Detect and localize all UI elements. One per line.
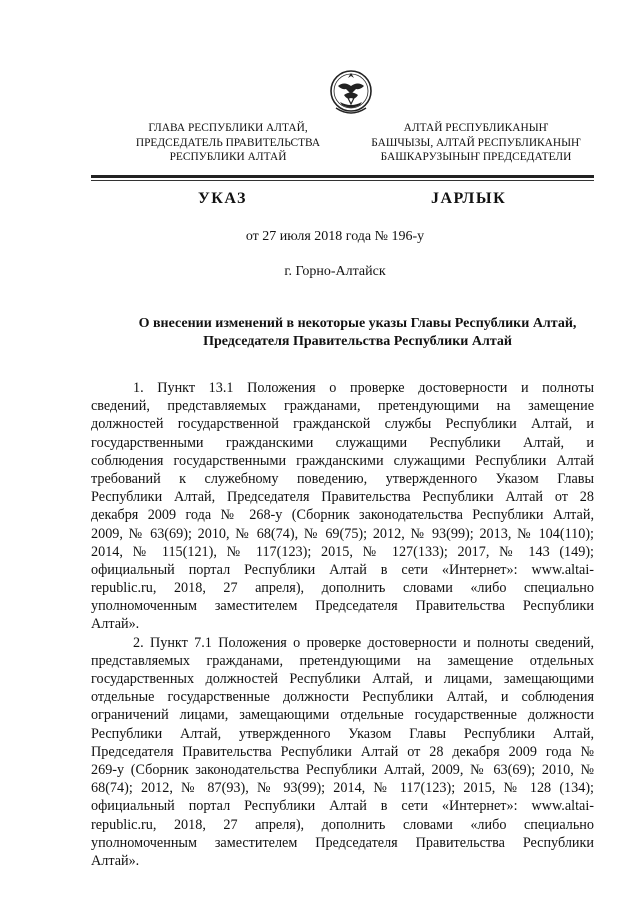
body-line: 2014, № 115(121), № 117(123); 2015, № 127(133); 2017, № 143 (149); — [91, 543, 594, 560]
body-line: соблюдения государственными гражданскими служащими Республики Алтай — [91, 452, 594, 469]
body-line: Республики Алтай, Председателя Правительства Республики Алтай от 28 — [91, 489, 594, 506]
body-line: republic.ru, 2018, 27 апреля), дополнить словами «либо специально — [91, 816, 594, 833]
body-line: Республики Алтай, утвержденного Указом Главы Республики Алтай, — [91, 725, 594, 742]
body-line: государственных должностей Республики Алтай, и лицами, замещающими — [91, 671, 594, 687]
body-line: официальный портал Республики Алтай в сети «Интернет»: www.altai- — [91, 561, 594, 578]
body-line: уполномоченным заместителем Председателя Правительства Республики — [91, 834, 594, 851]
body-line: republic.ru, 2018, 27 апреля), дополнить словами «либо специально — [91, 580, 594, 597]
header-right-line: БАШКАРУЗЫНЫҤ ПРЕДСЕДАТЕЛИ — [380, 151, 572, 163]
subject-line: О внесении изменений в некоторые указы Главы Республики Алтай, — [138, 316, 577, 331]
header-left-line: РЕСПУБЛИКИ АЛТАЙ — [169, 151, 287, 163]
body-line: Председателя Правительства Республики Алтай от 28 декабря 2009 года № — [91, 743, 594, 760]
body-line: государственными гражданскими служащими Республики Алтай, и — [91, 434, 594, 451]
body-line: официальный портал Республики Алтай в сети «Интернет»: www.altai- — [91, 798, 594, 815]
paragraph-2 — [91, 634, 594, 870]
header-right-line: БАШЧЫЗЫ, АЛТАЙ РЕСПУБЛИКАНЫҤ — [371, 136, 581, 149]
body-line: представляемых гражданами, претендующими на замещение отдельных — [91, 652, 594, 669]
header-divider-thin — [91, 180, 594, 181]
header-left-line: ПРЕДСЕДАТЕЛЬ ПРАВИТЕЛЬСТВА — [135, 136, 321, 149]
body-line: 2009, № 63(69); 2010, № 68(74), № 69(75); 2012, № 93(99); 2013, № 104(110); — [91, 525, 594, 542]
title-ukaz: УКАЗ — [198, 190, 247, 207]
body-line: 1. Пункт 13.1 Положения о проверке достоверности и полноты — [133, 380, 594, 396]
decree-city: г. Горно-Алтайск — [284, 264, 386, 279]
decree-dateline: от 27 июля 2018 года № 196-у — [245, 229, 425, 244]
body-line: 68(74); 2012, № 87(93), № 93(99); 2014, № 117(123); 2015, № 128 (134); — [91, 780, 594, 797]
header-left-line: ГЛАВА РЕСПУБЛИКИ АЛТАЙ, — [148, 122, 308, 134]
body-line: ограничений лицами, замещающими отдельные государственные должности — [91, 707, 594, 724]
body-line: 269-у (Сборник законодательства Республики Алтай, 2009, № 63(69); 2010, № — [91, 761, 594, 778]
body-line: декабря 2009 года № 268-у (Сборник законодательства Республики Алтай, — [91, 507, 594, 524]
header-left-block — [128, 121, 328, 165]
body-line: 2. Пункт 7.1 Положения о проверке достоверности и полноты сведений, — [133, 634, 594, 651]
body-line: Алтай». — [91, 852, 140, 869]
header-divider-thick — [91, 175, 594, 178]
body-line: Алтай». — [91, 616, 140, 633]
body-line: сведений, представляемых гражданами, претендующими на замещение — [91, 398, 594, 415]
body-line: требований к служебному поведению, утвержденного Указом Главы — [91, 470, 594, 487]
body-line: отдельные государственные должности Республики Алтай, и соблюдения — [91, 689, 594, 706]
body-line: уполномоченным заместителем Председателя Правительства Республики — [91, 598, 594, 615]
title-jarlyk: JАРЛЫК — [431, 190, 507, 207]
paragraph-1 — [91, 379, 594, 634]
republic-altai-coat-of-arms-icon — [326, 64, 376, 120]
decree-body — [91, 379, 594, 870]
decree-subject — [91, 315, 594, 351]
subject-line: Председателя Правительства Республики Алтай — [203, 334, 512, 349]
header-right-block — [352, 121, 600, 165]
header-right-line: АЛТАЙ РЕСПУБЛИКАНЫҤ — [403, 122, 549, 134]
body-line: должностей государственной гражданской службы Республики Алтай, и — [91, 416, 594, 433]
